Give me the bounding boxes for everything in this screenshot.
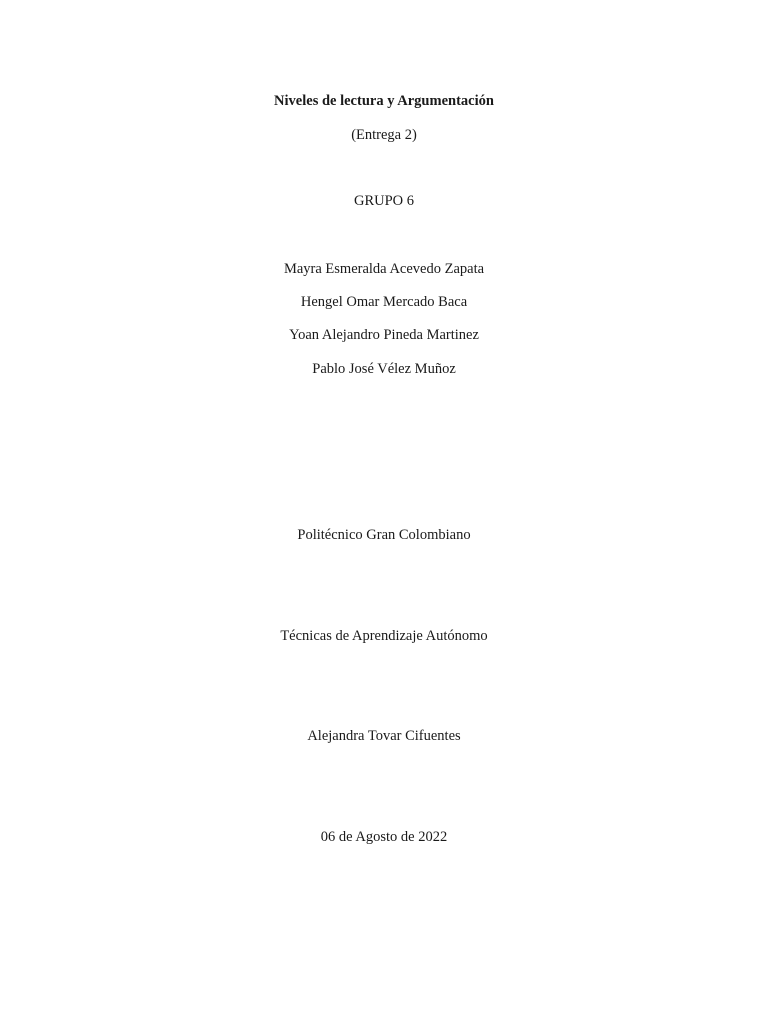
course-name: Técnicas de Aprendizaje Autónomo: [280, 628, 488, 644]
document-subtitle: (Entrega 2): [351, 127, 417, 143]
group-label: GRUPO 6: [353, 193, 415, 209]
member-name: Mayra Esmeralda Acevedo Zapata: [283, 261, 485, 277]
member-name: Yoan Alejandro Pineda Martinez: [289, 327, 479, 343]
member-name: Pablo José Vélez Muñoz: [312, 361, 456, 377]
member-name: Hengel Omar Mercado Baca: [300, 294, 468, 310]
institution-name: Politécnico Gran Colombiano: [297, 527, 471, 543]
document-date: 06 de Agosto de 2022: [320, 829, 448, 845]
teacher-name: Alejandra Tovar Cifuentes: [307, 728, 461, 744]
document-title: Niveles de lectura y Argumentación: [274, 93, 494, 109]
